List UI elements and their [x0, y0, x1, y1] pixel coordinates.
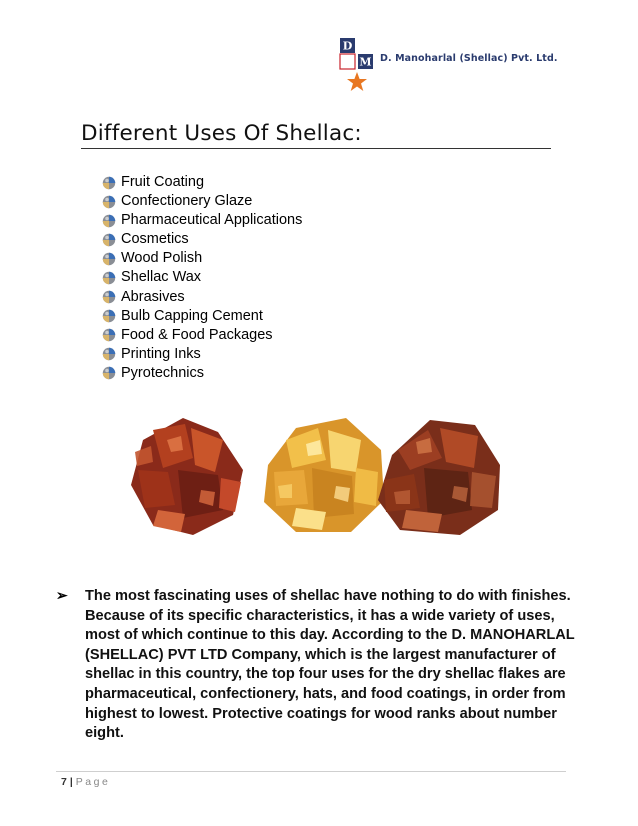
- list-item: [102, 268, 302, 287]
- globe-bullet-icon: [102, 309, 116, 323]
- use-label: Wood Polish: [121, 250, 203, 267]
- page-number: 7: [61, 776, 67, 788]
- globe-bullet-icon: [102, 176, 116, 190]
- logo-letter-m: M: [359, 55, 372, 69]
- use-label: Bulb Capping Cement: [121, 307, 263, 324]
- footer-divider: [56, 771, 566, 772]
- use-label: Shellac Wax: [121, 269, 202, 286]
- globe-bullet-icon: [102, 271, 116, 285]
- list-item: [102, 326, 302, 345]
- globe-bullet-icon: [102, 347, 116, 361]
- use-label: Printing Inks: [121, 345, 201, 362]
- brown-shellac-flakes-image: [370, 410, 506, 540]
- globe-bullet-icon: [102, 366, 116, 380]
- arrow-bullet-icon: ➢: [56, 587, 68, 603]
- list-item: [102, 211, 302, 230]
- section-heading: Different Uses Of Shellac:: [81, 121, 551, 149]
- use-label: Fruit Coating: [121, 174, 205, 190]
- use-label: Abrasives: [121, 288, 185, 305]
- globe-bullet-icon: [102, 252, 116, 266]
- logo-letter-d: D: [342, 39, 353, 53]
- logo-star-icon: [347, 72, 367, 91]
- use-label: Pyrotechnics: [121, 364, 205, 381]
- use-label: Cosmetics: [121, 231, 189, 248]
- use-label: Pharmaceutical Applications: [121, 212, 303, 229]
- list-item: [102, 192, 302, 211]
- globe-bullet-icon: [102, 290, 116, 304]
- company-name: D. Manoharlal (Shellac) Pvt. Ltd.: [380, 53, 558, 64]
- page-footer: [61, 776, 110, 788]
- page-label: Page: [75, 776, 111, 788]
- list-item: [102, 364, 302, 383]
- use-label: Confectionery Glaze: [121, 193, 253, 210]
- uses-list: [102, 173, 302, 383]
- list-item: [102, 249, 302, 268]
- paragraph-text: The most fascinating uses of shellac have nothing to do with finishes. Because of its specific characteristics, it has a wide variety of uses, most of which continue to this day. According to the D. MANOHARLAL (SHELLAC) PVT LTD Company, which is the largest manufacturer of shellac in this country, the top four uses for the dry shellac flakes are pharmaceutical, confectionery, hats, and food coatings, in order from highest to lowest. Protective coatings for wood ranks about number eight.: [85, 588, 575, 742]
- company-logo: [337, 36, 567, 96]
- footer-separator: |: [69, 776, 73, 788]
- list-item: [102, 288, 302, 307]
- red-shellac-flakes-image: [123, 410, 259, 540]
- list-item: [102, 307, 302, 326]
- use-label: Food & Food Packages: [121, 326, 273, 343]
- list-item: [102, 345, 302, 364]
- list-item: [102, 230, 302, 249]
- globe-bullet-icon: [102, 233, 116, 247]
- dm-logo-mark: [337, 36, 377, 96]
- list-item: [102, 173, 302, 192]
- globe-bullet-icon: [102, 214, 116, 228]
- globe-bullet-icon: [102, 195, 116, 209]
- globe-bullet-icon: [102, 328, 116, 342]
